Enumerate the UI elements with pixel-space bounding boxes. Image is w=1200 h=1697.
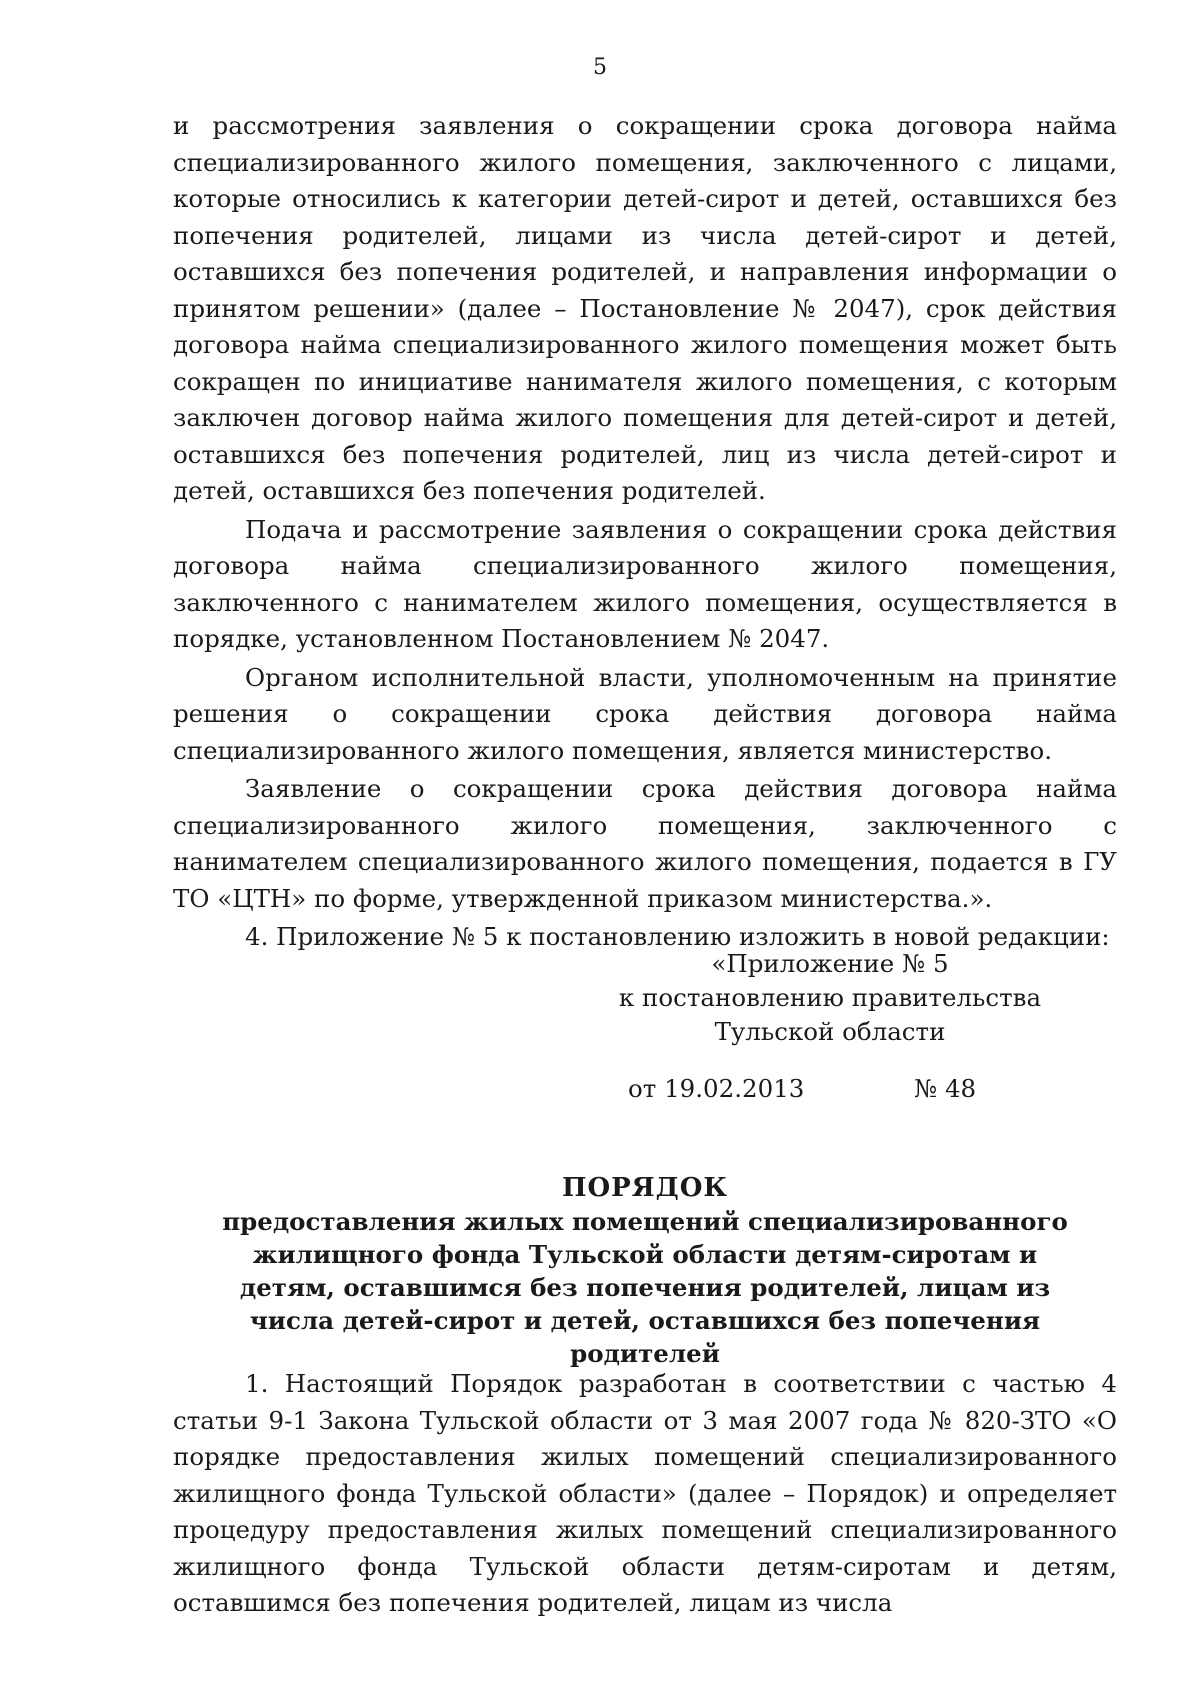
page-number: 5 [593,55,607,80]
paragraph-application-procedure: Подача и рассмотрение заявления о сокращении срока действия договора найма специализированного жилого помещения, заключенного с нанимателем жилого помещения, осуществляется в порядке, установленном Постановлением № 2047. [173,514,1117,653]
heading-title: ПОРЯДОК [561,1173,729,1203]
appendix-date: от 19.02.2013 [628,1074,805,1103]
document-heading [173,1172,1117,1370]
paragraph-item-4: 4. Приложение № 5 к постановлению изложить в новой редакции: [245,922,1110,951]
appendix-line-3: Тульской области [714,1017,946,1046]
paragraph-application-submission: Заявление о сокращении срока действия договора найма специализированного жилого помещения, заключенного с нанимателем специализированного жилого помещения, подается в ГУ ТО «ЦТН» по форме, утвержденной приказом министерства.». [173,774,1117,913]
paragraph-continuation: и рассмотрения заявления о сокращении срока договора найма специализированного жилого помещения, заключенного с лицами, которые относились к категории детей-сирот и детей, оставшихся без попечения родителей, лицами из числа детей-сирот и детей, оставшихся без попечения родителей, и направления информации о принятом решении» (далее – Постановление № 2047), срок действия договора найма специализированного жилого помещения может быть сокращен по инициативе нанимателя жилого помещения, с которым заключен договор найма жилого помещения для детей-сирот и детей, оставшихся без попечения родителей, лиц из числа детей-сирот и детей, оставшихся без попечения родителей. [173,111,1117,505]
document-body [173,108,1117,958]
section-1-paragraph: 1. Настоящий Порядок разработан в соответствии с частью 4 статьи 9-1 Закона Тульской области от 3 мая 2007 года № 820-ЗТО «О порядке предоставления жилых помещений специализированного жилищного фонда Тульской области» (далее – Порядок) и определяет процедуру предоставления жилых помещений специализированного жилищного фонда Тульской области детям-сиротам и детям, оставшимся без попечения родителей, лицам из числа [173,1369,1117,1617]
heading-subtitle: предоставления жилых помещений специализированного жилищного фонда Тульской области детям-сиротам и детям, оставшимся без попечения родителей, лицам из числа детей-сирот и детей, оставшихся без попечения родителей [222,1207,1068,1368]
appendix-date-line [628,1072,1008,1106]
appendix-header [600,947,1060,1049]
appendix-number: № 48 [914,1074,977,1103]
appendix-line-2: к постановлению правительства [618,983,1042,1012]
paragraph-authority: Органом исполнительной власти, уполномоченным на принятие решения о сокращении срока действия договора найма специализированного жилого помещения, является министерство. [173,662,1117,765]
appendix-line-1: «Приложение № 5 [711,949,949,978]
